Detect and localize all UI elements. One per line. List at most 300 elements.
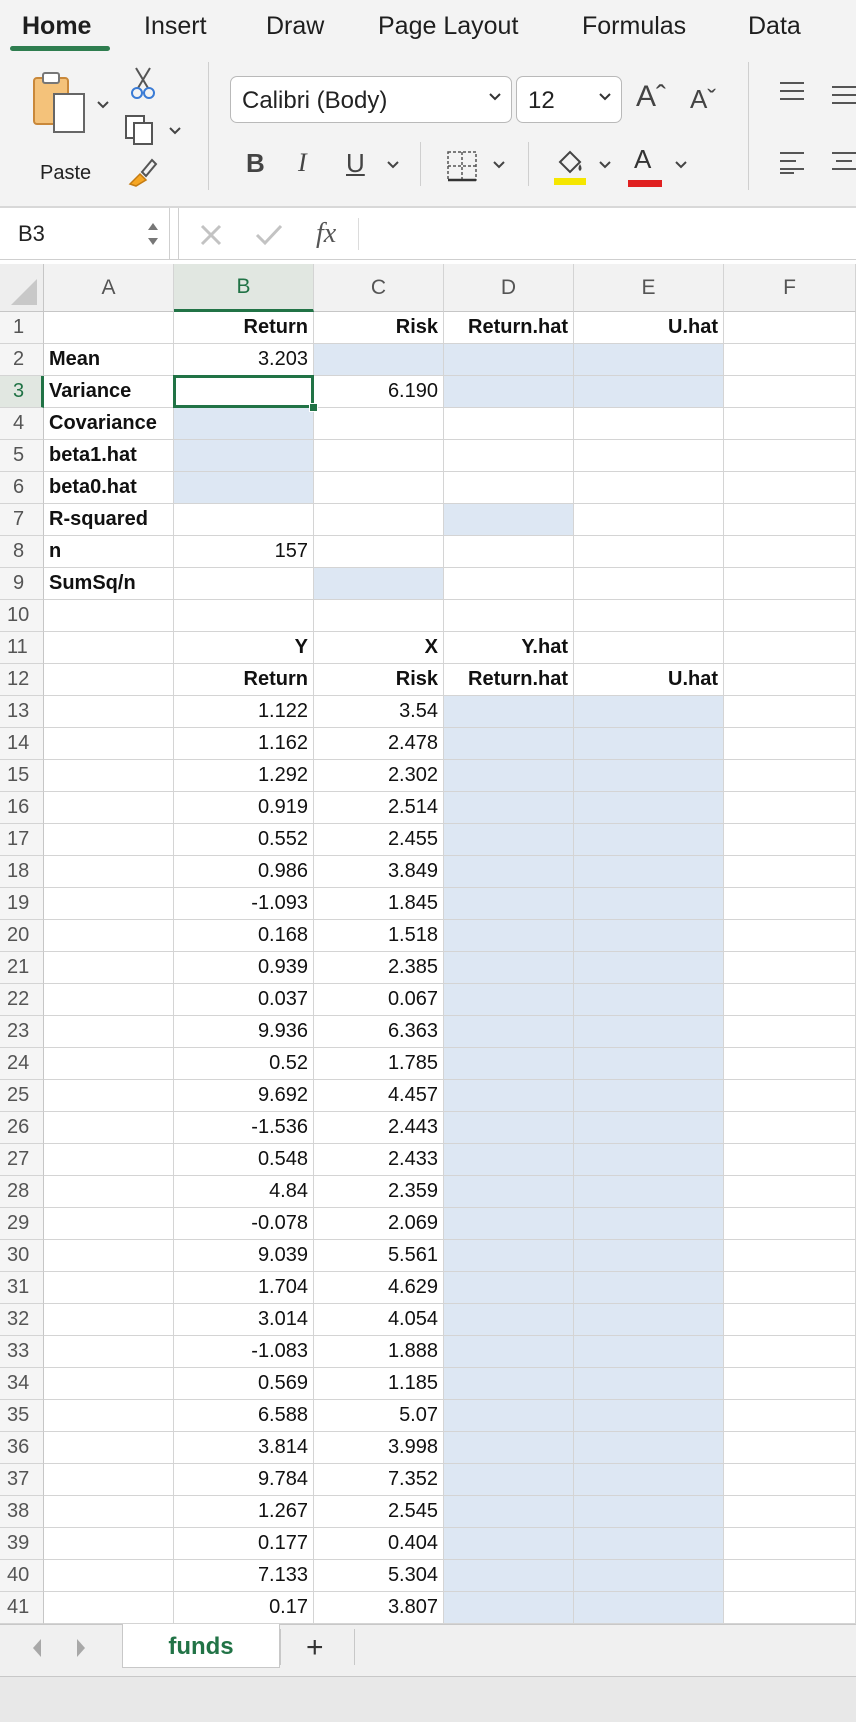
cell-b6[interactable] [174, 472, 314, 504]
cell-d7[interactable] [444, 504, 574, 536]
cell-f25[interactable] [724, 1080, 856, 1112]
row-header-34[interactable]: 34 [0, 1368, 44, 1400]
cell-f28[interactable] [724, 1176, 856, 1208]
cell-f27[interactable] [724, 1144, 856, 1176]
borders-icon[interactable] [446, 150, 478, 182]
cell-e8[interactable] [574, 536, 724, 568]
cell-a22[interactable] [44, 984, 174, 1016]
cell-b30[interactable]: 9.039 [174, 1240, 314, 1272]
cell-a33[interactable] [44, 1336, 174, 1368]
cell-e5[interactable] [574, 440, 724, 472]
cell-f5[interactable] [724, 440, 856, 472]
cell-d23[interactable] [444, 1016, 574, 1048]
cancel-icon[interactable] [198, 222, 224, 248]
cell-b20[interactable]: 0.168 [174, 920, 314, 952]
paste-button[interactable] [28, 70, 98, 184]
cell-b23[interactable]: 9.936 [174, 1016, 314, 1048]
cell-a3[interactable]: Variance [44, 376, 174, 408]
cell-a40[interactable] [44, 1560, 174, 1592]
font-size-dropdown[interactable] [516, 76, 622, 123]
row-header-37[interactable]: 37 [0, 1464, 44, 1496]
align-top-icon[interactable] [778, 80, 806, 104]
cell-e38[interactable] [574, 1496, 724, 1528]
row-header-28[interactable]: 28 [0, 1176, 44, 1208]
cell-d6[interactable] [444, 472, 574, 504]
cell-e27[interactable] [574, 1144, 724, 1176]
cell-b4[interactable] [174, 408, 314, 440]
cell-c31[interactable]: 4.629 [314, 1272, 444, 1304]
cell-e16[interactable] [574, 792, 724, 824]
cell-c41[interactable]: 3.807 [314, 1592, 444, 1624]
cell-d30[interactable] [444, 1240, 574, 1272]
cell-f36[interactable] [724, 1432, 856, 1464]
cell-f41[interactable] [724, 1592, 856, 1624]
cell-f7[interactable] [724, 504, 856, 536]
tab-draw[interactable]: Draw [266, 12, 325, 40]
cell-c40[interactable]: 5.304 [314, 1560, 444, 1592]
tab-home[interactable]: Home [22, 12, 92, 40]
cell-b1[interactable]: Return [174, 312, 314, 344]
column-header-f[interactable]: F [724, 264, 856, 312]
underline-options-chevron-icon[interactable] [386, 160, 400, 170]
cell-d21[interactable] [444, 952, 574, 984]
cell-f34[interactable] [724, 1368, 856, 1400]
cell-c35[interactable]: 5.07 [314, 1400, 444, 1432]
cell-e31[interactable] [574, 1272, 724, 1304]
formula-input[interactable] [372, 220, 842, 250]
tab-page-layout[interactable]: Page Layout [378, 12, 519, 40]
add-sheet-button[interactable]: + [306, 1631, 324, 1664]
cell-b13[interactable]: 1.122 [174, 696, 314, 728]
cell-b32[interactable]: 3.014 [174, 1304, 314, 1336]
row-header-24[interactable]: 24 [0, 1048, 44, 1080]
cell-e18[interactable] [574, 856, 724, 888]
copy-icon[interactable] [124, 114, 158, 146]
cell-a10[interactable] [44, 600, 174, 632]
cell-c22[interactable]: 0.067 [314, 984, 444, 1016]
cell-b37[interactable]: 9.784 [174, 1464, 314, 1496]
name-box[interactable] [0, 208, 170, 260]
cell-d1[interactable]: Return.hat [444, 312, 574, 344]
row-header-15[interactable]: 15 [0, 760, 44, 792]
cell-a35[interactable] [44, 1400, 174, 1432]
cell-b9[interactable] [174, 568, 314, 600]
cell-f32[interactable] [724, 1304, 856, 1336]
cell-b25[interactable]: 9.692 [174, 1080, 314, 1112]
cell-d19[interactable] [444, 888, 574, 920]
tab-data[interactable]: Data [748, 12, 801, 40]
cell-e14[interactable] [574, 728, 724, 760]
row-header-1[interactable]: 1 [0, 312, 44, 344]
column-header-b[interactable]: B [174, 264, 314, 312]
cell-f9[interactable] [724, 568, 856, 600]
cell-c17[interactable]: 2.455 [314, 824, 444, 856]
cell-d13[interactable] [444, 696, 574, 728]
cell-b27[interactable]: 0.548 [174, 1144, 314, 1176]
cell-c28[interactable]: 2.359 [314, 1176, 444, 1208]
row-header-9[interactable]: 9 [0, 568, 44, 600]
cell-d11[interactable]: Y.hat [444, 632, 574, 664]
cell-b16[interactable]: 0.919 [174, 792, 314, 824]
cell-b40[interactable]: 7.133 [174, 1560, 314, 1592]
tab-formulas[interactable]: Formulas [582, 12, 687, 40]
cell-a23[interactable] [44, 1016, 174, 1048]
cell-e26[interactable] [574, 1112, 724, 1144]
cell-c26[interactable]: 2.443 [314, 1112, 444, 1144]
cell-f4[interactable] [724, 408, 856, 440]
copy-options-chevron-icon[interactable] [168, 126, 182, 136]
cell-e1[interactable]: U.hat [574, 312, 724, 344]
cell-b21[interactable]: 0.939 [174, 952, 314, 984]
cell-b18[interactable]: 0.986 [174, 856, 314, 888]
cell-e6[interactable] [574, 472, 724, 504]
row-header-41[interactable]: 41 [0, 1592, 44, 1624]
cell-e19[interactable] [574, 888, 724, 920]
cell-f21[interactable] [724, 952, 856, 984]
align-center-icon[interactable] [830, 150, 856, 174]
cell-d41[interactable] [444, 1592, 574, 1624]
insert-function-button[interactable]: fx [316, 218, 337, 249]
cell-b24[interactable]: 0.52 [174, 1048, 314, 1080]
cell-d22[interactable] [444, 984, 574, 1016]
row-header-5[interactable]: 5 [0, 440, 44, 472]
cell-d37[interactable] [444, 1464, 574, 1496]
font-color-button[interactable] [628, 144, 664, 190]
cell-c9[interactable] [314, 568, 444, 600]
row-header-36[interactable]: 36 [0, 1432, 44, 1464]
font-color-chevron-icon[interactable] [674, 160, 688, 170]
column-header-c[interactable]: C [314, 264, 444, 312]
cell-f38[interactable] [724, 1496, 856, 1528]
cell-e3[interactable] [574, 376, 724, 408]
cell-d2[interactable] [444, 344, 574, 376]
cell-c11[interactable]: X [314, 632, 444, 664]
cell-f29[interactable] [724, 1208, 856, 1240]
cell-c3[interactable]: 6.190 [314, 376, 444, 408]
cell-b15[interactable]: 1.292 [174, 760, 314, 792]
cell-e22[interactable] [574, 984, 724, 1016]
cell-f37[interactable] [724, 1464, 856, 1496]
cell-d31[interactable] [444, 1272, 574, 1304]
row-header-20[interactable]: 20 [0, 920, 44, 952]
cell-d36[interactable] [444, 1432, 574, 1464]
cell-c12[interactable]: Risk [314, 664, 444, 696]
cell-e34[interactable] [574, 1368, 724, 1400]
cell-e10[interactable] [574, 600, 724, 632]
cell-a32[interactable] [44, 1304, 174, 1336]
cell-d10[interactable] [444, 600, 574, 632]
cell-b38[interactable]: 1.267 [174, 1496, 314, 1528]
cell-f22[interactable] [724, 984, 856, 1016]
cell-d40[interactable] [444, 1560, 574, 1592]
row-header-22[interactable]: 22 [0, 984, 44, 1016]
row-header-39[interactable]: 39 [0, 1528, 44, 1560]
row-header-27[interactable]: 27 [0, 1144, 44, 1176]
cell-a24[interactable] [44, 1048, 174, 1080]
tab-insert[interactable]: Insert [144, 12, 207, 40]
select-all-corner[interactable] [0, 264, 44, 312]
bold-button[interactable]: B [246, 148, 265, 178]
cell-a11[interactable] [44, 632, 174, 664]
cell-f24[interactable] [724, 1048, 856, 1080]
cell-a1[interactable] [44, 312, 174, 344]
row-header-26[interactable]: 26 [0, 1112, 44, 1144]
cell-e29[interactable] [574, 1208, 724, 1240]
scroll-left-icon[interactable] [30, 1637, 44, 1659]
cell-b12[interactable]: Return [174, 664, 314, 696]
cell-a15[interactable] [44, 760, 174, 792]
cell-f18[interactable] [724, 856, 856, 888]
cell-f23[interactable] [724, 1016, 856, 1048]
cell-f2[interactable] [724, 344, 856, 376]
cell-c13[interactable]: 3.54 [314, 696, 444, 728]
cell-c4[interactable] [314, 408, 444, 440]
cell-f6[interactable] [724, 472, 856, 504]
cell-e9[interactable] [574, 568, 724, 600]
cell-a13[interactable] [44, 696, 174, 728]
cell-d27[interactable] [444, 1144, 574, 1176]
cell-d28[interactable] [444, 1176, 574, 1208]
cell-b33[interactable]: -1.083 [174, 1336, 314, 1368]
cell-c7[interactable] [314, 504, 444, 536]
cell-a25[interactable] [44, 1080, 174, 1112]
cell-d32[interactable] [444, 1304, 574, 1336]
cell-a28[interactable] [44, 1176, 174, 1208]
cell-e4[interactable] [574, 408, 724, 440]
cell-c10[interactable] [314, 600, 444, 632]
cell-c29[interactable]: 2.069 [314, 1208, 444, 1240]
row-header-3[interactable]: 3 [0, 376, 44, 408]
cell-d38[interactable] [444, 1496, 574, 1528]
cell-c23[interactable]: 6.363 [314, 1016, 444, 1048]
row-header-8[interactable]: 8 [0, 536, 44, 568]
row-header-2[interactable]: 2 [0, 344, 44, 376]
cell-d15[interactable] [444, 760, 574, 792]
cell-b19[interactable]: -1.093 [174, 888, 314, 920]
cell-b22[interactable]: 0.037 [174, 984, 314, 1016]
cell-d14[interactable] [444, 728, 574, 760]
cell-f33[interactable] [724, 1336, 856, 1368]
row-header-35[interactable]: 35 [0, 1400, 44, 1432]
cell-e41[interactable] [574, 1592, 724, 1624]
scroll-right-icon[interactable] [74, 1637, 88, 1659]
cell-a14[interactable] [44, 728, 174, 760]
cell-b14[interactable]: 1.162 [174, 728, 314, 760]
cell-f13[interactable] [724, 696, 856, 728]
cell-e2[interactable] [574, 344, 724, 376]
cell-e33[interactable] [574, 1336, 724, 1368]
row-header-38[interactable]: 38 [0, 1496, 44, 1528]
cell-f10[interactable] [724, 600, 856, 632]
row-header-11[interactable]: 11 [0, 632, 44, 664]
cell-b36[interactable]: 3.814 [174, 1432, 314, 1464]
cell-f16[interactable] [724, 792, 856, 824]
cell-d20[interactable] [444, 920, 574, 952]
cell-d26[interactable] [444, 1112, 574, 1144]
cell-a6[interactable]: beta0.hat [44, 472, 174, 504]
cell-a7[interactable]: R-squared [44, 504, 174, 536]
spreadsheet-grid[interactable] [0, 264, 856, 1626]
cell-a38[interactable] [44, 1496, 174, 1528]
cut-icon[interactable] [130, 66, 156, 100]
cell-c25[interactable]: 4.457 [314, 1080, 444, 1112]
row-header-29[interactable]: 29 [0, 1208, 44, 1240]
cell-a41[interactable] [44, 1592, 174, 1624]
cell-e20[interactable] [574, 920, 724, 952]
cell-e37[interactable] [574, 1464, 724, 1496]
row-header-25[interactable]: 25 [0, 1080, 44, 1112]
cell-d4[interactable] [444, 408, 574, 440]
cell-f8[interactable] [724, 536, 856, 568]
cell-f15[interactable] [724, 760, 856, 792]
enter-check-icon[interactable] [254, 222, 284, 248]
cell-c19[interactable]: 1.845 [314, 888, 444, 920]
cell-d24[interactable] [444, 1048, 574, 1080]
column-header-e[interactable]: E [574, 264, 724, 312]
cell-c33[interactable]: 1.888 [314, 1336, 444, 1368]
cell-f19[interactable] [724, 888, 856, 920]
cell-f26[interactable] [724, 1112, 856, 1144]
cell-f35[interactable] [724, 1400, 856, 1432]
cell-c1[interactable]: Risk [314, 312, 444, 344]
increase-font-size-button[interactable]: Aˆ [636, 80, 666, 113]
font-name-dropdown[interactable] [230, 76, 512, 123]
cell-b31[interactable]: 1.704 [174, 1272, 314, 1304]
cell-a8[interactable]: n [44, 536, 174, 568]
cell-c34[interactable]: 1.185 [314, 1368, 444, 1400]
cell-a26[interactable] [44, 1112, 174, 1144]
cell-a12[interactable] [44, 664, 174, 696]
fill-handle[interactable] [309, 403, 318, 412]
fill-color-chevron-icon[interactable] [598, 160, 612, 170]
cell-c15[interactable]: 2.302 [314, 760, 444, 792]
align-left-icon[interactable] [778, 150, 806, 174]
row-header-10[interactable]: 10 [0, 600, 44, 632]
row-header-23[interactable]: 23 [0, 1016, 44, 1048]
cell-d17[interactable] [444, 824, 574, 856]
cell-e12[interactable]: U.hat [574, 664, 724, 696]
cell-c14[interactable]: 2.478 [314, 728, 444, 760]
cell-a27[interactable] [44, 1144, 174, 1176]
cell-b10[interactable] [174, 600, 314, 632]
cell-a36[interactable] [44, 1432, 174, 1464]
cell-c18[interactable]: 3.849 [314, 856, 444, 888]
column-header-a[interactable]: A [44, 264, 174, 312]
cell-d35[interactable] [444, 1400, 574, 1432]
sheet-tab-funds[interactable]: funds [122, 1624, 280, 1668]
cell-d8[interactable] [444, 536, 574, 568]
row-header-13[interactable]: 13 [0, 696, 44, 728]
cell-f1[interactable] [724, 312, 856, 344]
cell-f20[interactable] [724, 920, 856, 952]
cell-d39[interactable] [444, 1528, 574, 1560]
cell-b11[interactable]: Y [174, 632, 314, 664]
cell-a2[interactable]: Mean [44, 344, 174, 376]
cell-a18[interactable] [44, 856, 174, 888]
row-header-7[interactable]: 7 [0, 504, 44, 536]
cell-b35[interactable]: 6.588 [174, 1400, 314, 1432]
row-header-16[interactable]: 16 [0, 792, 44, 824]
cell-c20[interactable]: 1.518 [314, 920, 444, 952]
cell-d29[interactable] [444, 1208, 574, 1240]
cell-a31[interactable] [44, 1272, 174, 1304]
column-header-d[interactable]: D [444, 264, 574, 312]
decrease-font-size-button[interactable]: Aˇ [690, 84, 716, 114]
cell-f31[interactable] [724, 1272, 856, 1304]
cell-c27[interactable]: 2.433 [314, 1144, 444, 1176]
cell-f30[interactable] [724, 1240, 856, 1272]
cell-f17[interactable] [724, 824, 856, 856]
format-painter-icon[interactable] [126, 154, 160, 188]
paste-options-chevron-icon[interactable] [96, 100, 110, 110]
row-header-17[interactable]: 17 [0, 824, 44, 856]
cell-c38[interactable]: 2.545 [314, 1496, 444, 1528]
fill-color-icon[interactable] [552, 146, 588, 186]
cell-a4[interactable]: Covariance [44, 408, 174, 440]
cell-c36[interactable]: 3.998 [314, 1432, 444, 1464]
row-header-40[interactable]: 40 [0, 1560, 44, 1592]
cell-e11[interactable] [574, 632, 724, 664]
cell-a39[interactable] [44, 1528, 174, 1560]
cell-b7[interactable] [174, 504, 314, 536]
cell-a34[interactable] [44, 1368, 174, 1400]
cell-a29[interactable] [44, 1208, 174, 1240]
cell-a20[interactable] [44, 920, 174, 952]
cell-f12[interactable] [724, 664, 856, 696]
row-header-32[interactable]: 32 [0, 1304, 44, 1336]
cell-e30[interactable] [574, 1240, 724, 1272]
row-header-18[interactable]: 18 [0, 856, 44, 888]
cell-b34[interactable]: 0.569 [174, 1368, 314, 1400]
cell-d16[interactable] [444, 792, 574, 824]
row-header-33[interactable]: 33 [0, 1336, 44, 1368]
cell-d3[interactable] [444, 376, 574, 408]
cell-c32[interactable]: 4.054 [314, 1304, 444, 1336]
cell-b29[interactable]: -0.078 [174, 1208, 314, 1240]
cell-b41[interactable]: 0.17 [174, 1592, 314, 1624]
cell-e35[interactable] [574, 1400, 724, 1432]
cell-d12[interactable]: Return.hat [444, 664, 574, 696]
cell-b28[interactable]: 4.84 [174, 1176, 314, 1208]
cell-c21[interactable]: 2.385 [314, 952, 444, 984]
cell-f39[interactable] [724, 1528, 856, 1560]
row-header-12[interactable]: 12 [0, 664, 44, 696]
cell-e7[interactable] [574, 504, 724, 536]
cell-e13[interactable] [574, 696, 724, 728]
cell-b2[interactable]: 3.203 [174, 344, 314, 376]
row-header-31[interactable]: 31 [0, 1272, 44, 1304]
cell-e23[interactable] [574, 1016, 724, 1048]
cell-c24[interactable]: 1.785 [314, 1048, 444, 1080]
underline-button[interactable]: U [346, 148, 365, 178]
cell-c2[interactable] [314, 344, 444, 376]
row-header-14[interactable]: 14 [0, 728, 44, 760]
cell-e15[interactable] [574, 760, 724, 792]
cell-a37[interactable] [44, 1464, 174, 1496]
cell-c37[interactable]: 7.352 [314, 1464, 444, 1496]
cell-c6[interactable] [314, 472, 444, 504]
cell-b26[interactable]: -1.536 [174, 1112, 314, 1144]
cell-a30[interactable] [44, 1240, 174, 1272]
cell-f11[interactable] [724, 632, 856, 664]
cell-e28[interactable] [574, 1176, 724, 1208]
italic-button[interactable]: I [298, 148, 307, 177]
cell-f3[interactable] [724, 376, 856, 408]
row-header-30[interactable]: 30 [0, 1240, 44, 1272]
cell-e36[interactable] [574, 1432, 724, 1464]
cell-b5[interactable] [174, 440, 314, 472]
row-header-4[interactable]: 4 [0, 408, 44, 440]
